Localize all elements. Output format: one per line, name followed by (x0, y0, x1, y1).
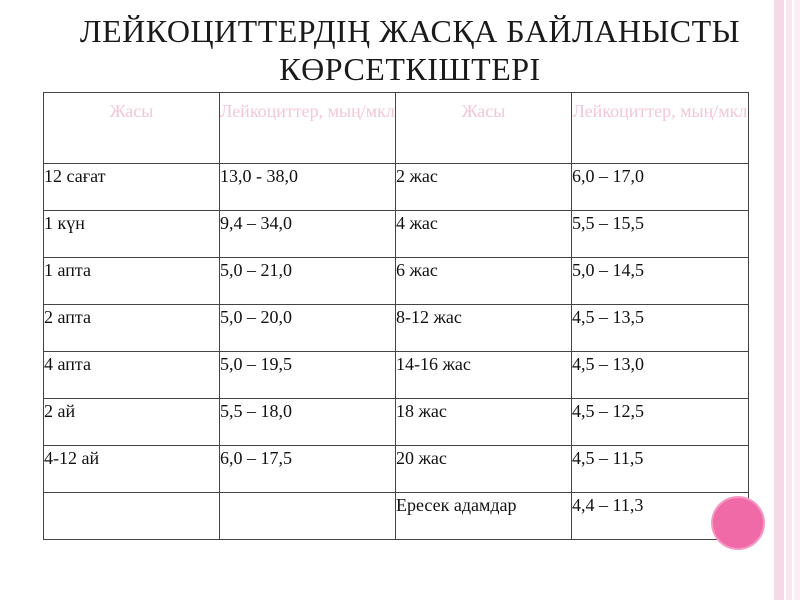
table-cell: 8-12 жас (396, 305, 572, 352)
table-cell: 12 сағат (44, 164, 220, 211)
title-line-1: ЛЕЙКОЦИТТЕРДІҢ ЖАСҚА БАЙЛАНЫСТЫ (79, 13, 741, 49)
table-cell: 4,4 – 11,3 (572, 493, 749, 540)
table-cell: 13,0 - 38,0 (220, 164, 396, 211)
decorative-stripe (794, 0, 800, 600)
table-cell (220, 493, 396, 540)
table-cell: 4 жас (396, 211, 572, 258)
table-cell: 18 жас (396, 399, 572, 446)
table-row (44, 493, 749, 540)
table-cell: 5,5 – 15,5 (572, 211, 749, 258)
table-header-row (44, 93, 749, 164)
table-cell: 5,0 – 14,5 (572, 258, 749, 305)
table-row (44, 211, 749, 258)
table-row (44, 164, 749, 211)
table-cell: 20 жас (396, 446, 572, 493)
header-age-1: Жасы (44, 93, 220, 164)
table-cell: 4 апта (44, 352, 220, 399)
table-cell: 5,0 – 19,5 (220, 352, 396, 399)
table-cell: 4,5 – 12,5 (572, 399, 749, 446)
title-line-2: КӨРСЕТКІШТЕРІ (279, 51, 541, 87)
table-row (44, 305, 749, 352)
decorative-stripe (786, 0, 792, 600)
table-cell: 14-16 жас (396, 352, 572, 399)
table-cell: 4,5 – 13,0 (572, 352, 749, 399)
table-cell: 4,5 – 11,5 (572, 446, 749, 493)
table-row (44, 352, 749, 399)
table-cell: 2 апта (44, 305, 220, 352)
table-cell: 2 жас (396, 164, 572, 211)
table-cell: 4-12 ай (44, 446, 220, 493)
table-cell: 2 ай (44, 399, 220, 446)
table-cell: 6,0 – 17,5 (220, 446, 396, 493)
table-cell: 6,0 – 17,0 (572, 164, 749, 211)
table-row (44, 446, 749, 493)
table-row (44, 399, 749, 446)
table-cell: 5,5 – 18,0 (220, 399, 396, 446)
table-cell: 4,5 – 13,5 (572, 305, 749, 352)
table-cell: Ересек адамдар (396, 493, 572, 540)
table-cell: 9,4 – 34,0 (220, 211, 396, 258)
leukocyte-age-table (43, 92, 749, 540)
table-cell (44, 493, 220, 540)
slide-title (60, 12, 760, 88)
decorative-circle (713, 498, 763, 548)
header-leukocytes-1: Лейкоциттер, мың/мкл (220, 93, 396, 164)
table-cell: 1 апта (44, 258, 220, 305)
table-cell: 1 күн (44, 211, 220, 258)
table-cell: 6 жас (396, 258, 572, 305)
decorative-stripe (774, 0, 784, 600)
header-age-2: Жасы (396, 93, 572, 164)
table-cell: 5,0 – 21,0 (220, 258, 396, 305)
table-row (44, 258, 749, 305)
header-leukocytes-2: Лейкоциттер, мың/мкл (572, 93, 749, 164)
table-cell: 5,0 – 20,0 (220, 305, 396, 352)
